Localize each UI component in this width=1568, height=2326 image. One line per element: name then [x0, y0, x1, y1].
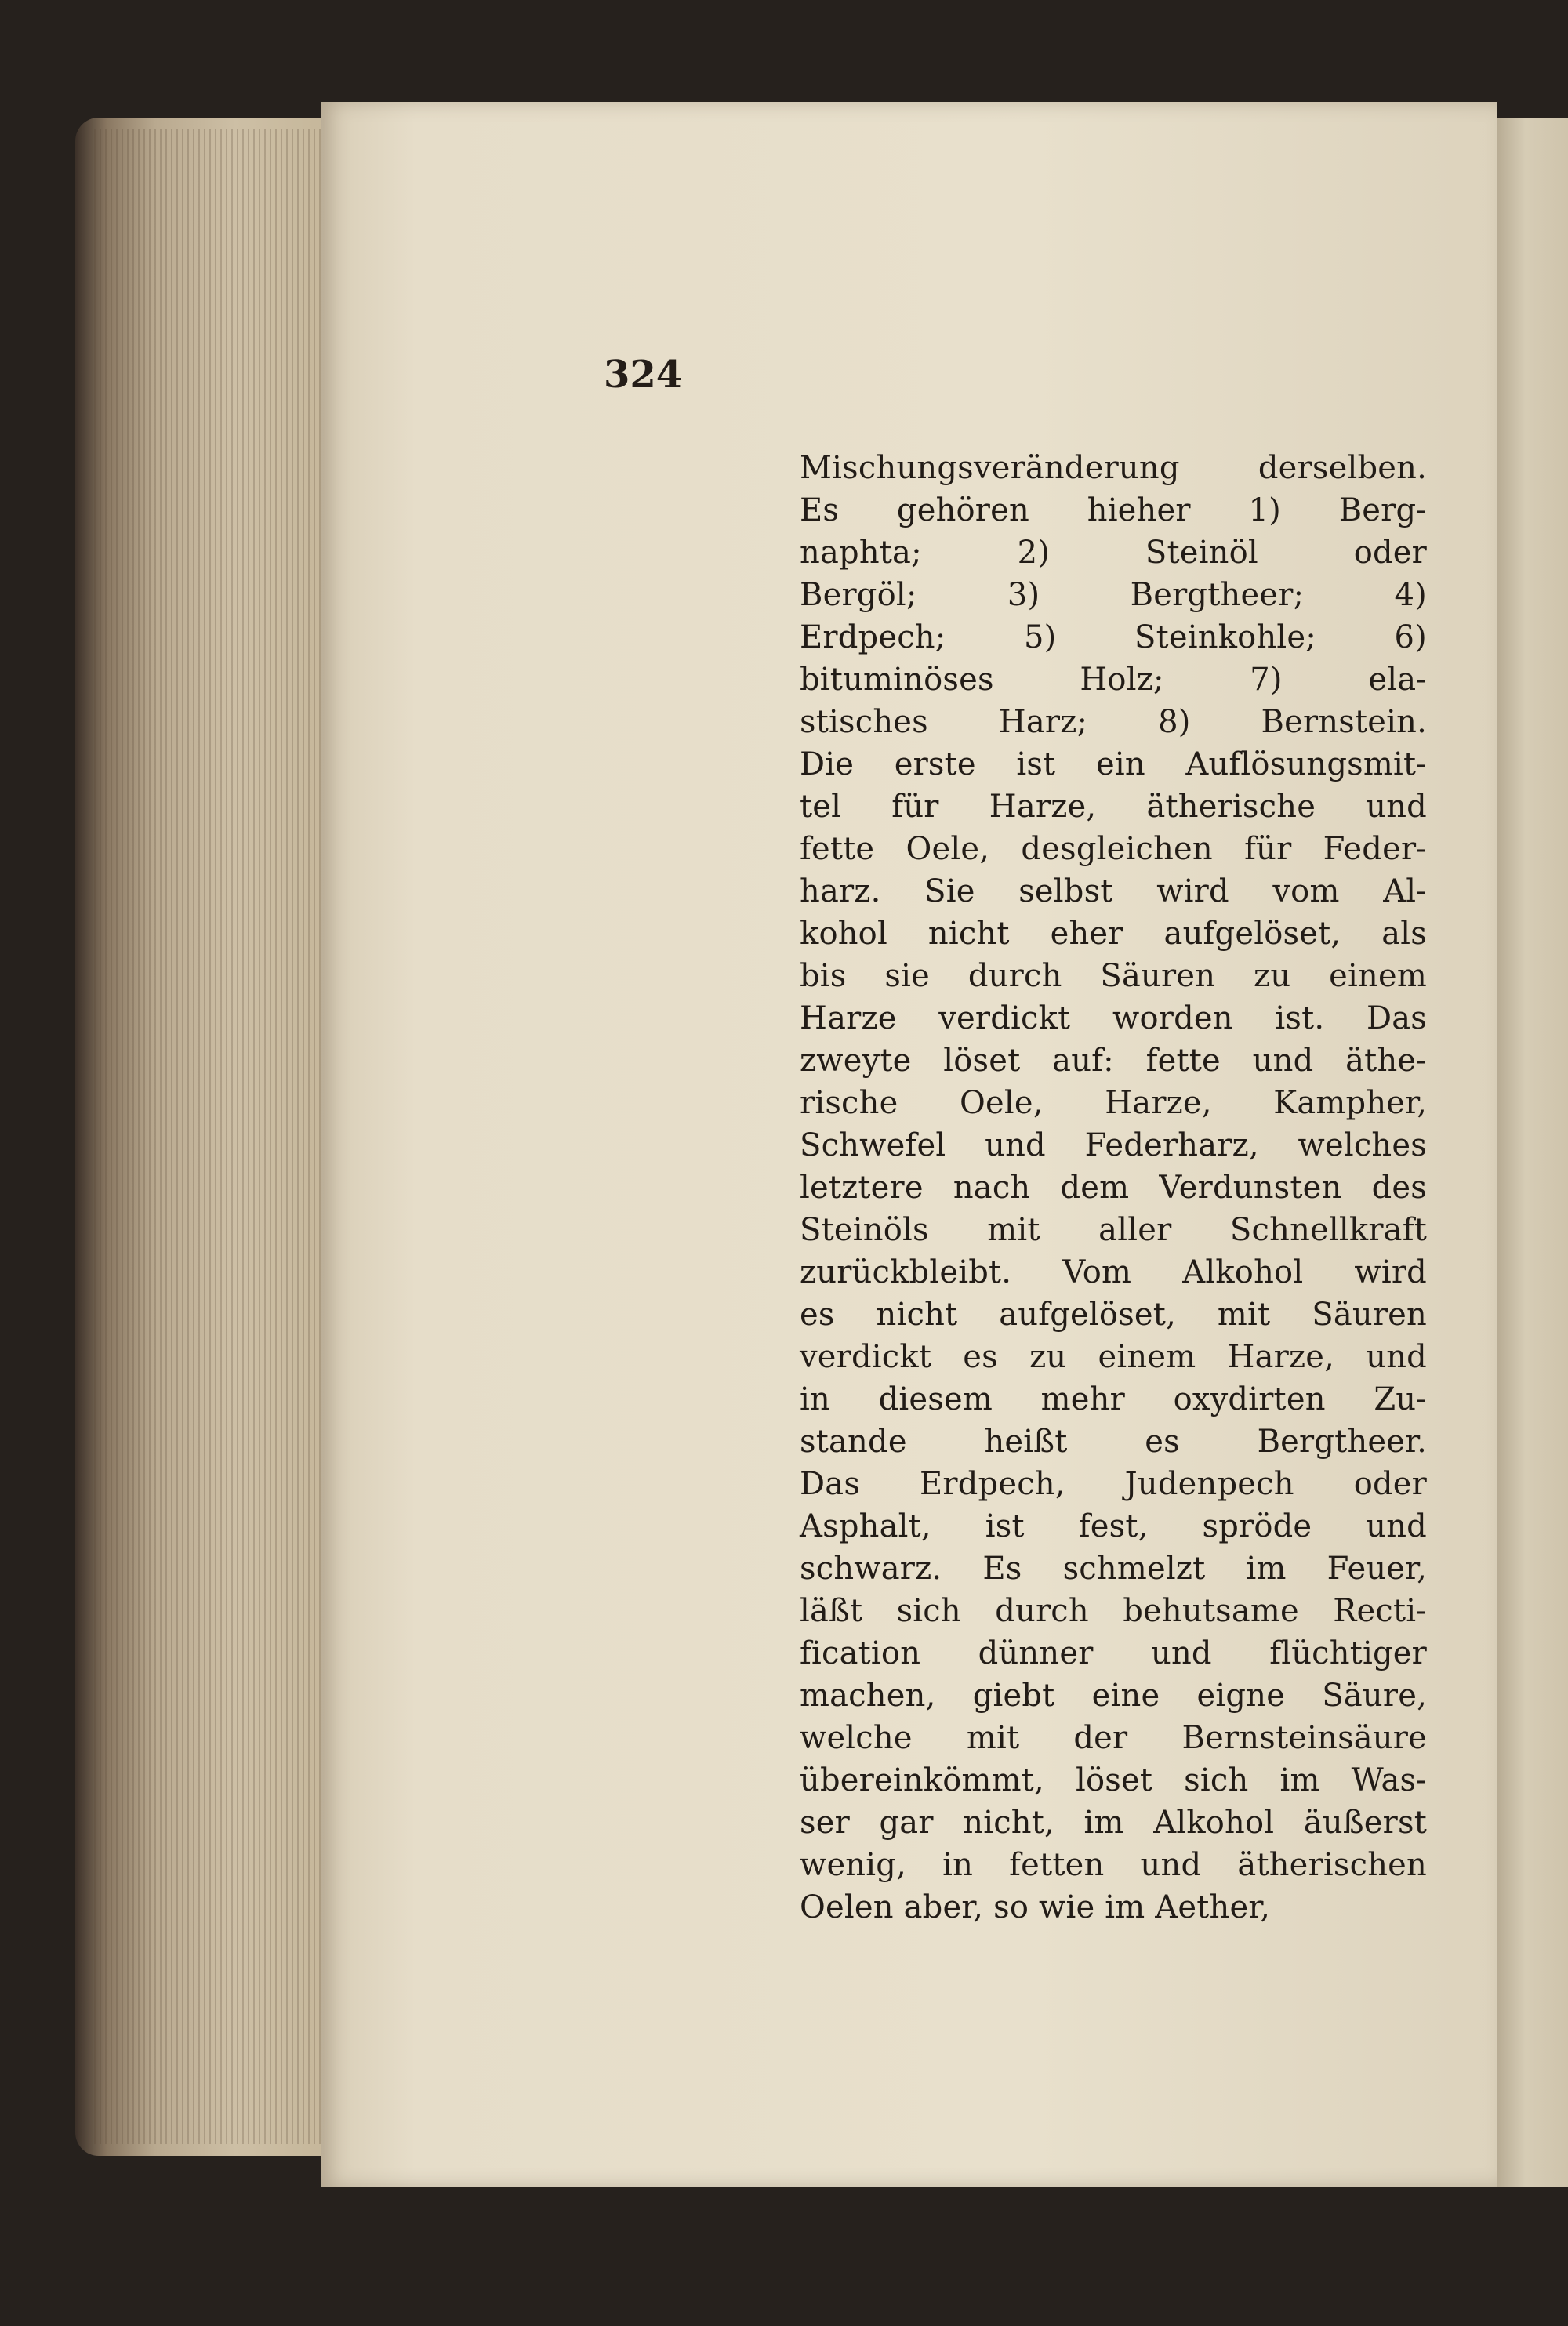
- text-line: läßt sich durch behutsame Recti-: [800, 1593, 1427, 1629]
- text-line: Es gehören hieher 1) Berg-: [800, 492, 1427, 528]
- text-line: in diesem mehr oxydirten Zu-: [800, 1381, 1427, 1417]
- text-line: Schwefel und Federharz, welches: [800, 1127, 1427, 1163]
- page-stack: [94, 129, 329, 2144]
- facing-page-edge: [1497, 118, 1568, 2187]
- text-line: fication dünner und flüchtiger: [800, 1635, 1427, 1671]
- text-line: Bergöl; 3) Bergtheer; 4): [800, 577, 1427, 613]
- text-line: bis sie durch Säuren zu einem: [800, 958, 1427, 994]
- text-line: übereinkömmt, löset sich im Was-: [800, 1762, 1427, 1798]
- text-line: Erdpech; 5) Steinkohle; 6): [800, 619, 1427, 655]
- text-line: harz. Sie selbst wird vom Al-: [800, 873, 1427, 909]
- text-line: ser gar nicht, im Alkohol äußerst: [800, 1805, 1427, 1841]
- text-line: rische Oele, Harze, Kampher,: [800, 1085, 1427, 1121]
- text-line: wenig, in fetten und ätherischen: [800, 1847, 1427, 1883]
- text-line: zurückbleibt. Vom Alkohol wird: [800, 1254, 1427, 1290]
- text-line: zweyte löset auf: fette und äthe-: [800, 1043, 1427, 1079]
- text-line: welche mit der Bernsteinsäure: [800, 1720, 1427, 1756]
- text-line: Oelen aber, so wie im Aether,: [800, 1889, 1271, 1925]
- text-line: Steinöls mit aller Schnellkraft: [800, 1212, 1427, 1248]
- body-text: [800, 447, 1427, 1929]
- text-line: Die erste ist ein Auflösungsmit-: [800, 746, 1427, 782]
- page-number: 324: [604, 353, 683, 397]
- text-line: naphta; 2) Steinöl oder: [800, 535, 1427, 571]
- text-line: stisches Harz; 8) Bernstein.: [800, 704, 1427, 740]
- text-line: machen, giebt eine eigne Säure,: [800, 1678, 1427, 1714]
- text-line: Das Erdpech, Judenpech oder: [800, 1466, 1427, 1502]
- text-line: stande heißt es Bergtheer.: [800, 1424, 1427, 1460]
- text-line: bituminöses Holz; 7) ela-: [800, 662, 1427, 698]
- text-line: Mischungsveränderung derselben.: [800, 450, 1427, 486]
- text-line: kohol nicht eher aufgelöset, als: [800, 916, 1427, 952]
- text-line: fette Oele, desgleichen für Feder-: [800, 831, 1427, 867]
- text-line: schwarz. Es schmelzt im Feuer,: [800, 1551, 1427, 1587]
- text-line: Harze verdickt worden ist. Das: [800, 1000, 1427, 1036]
- text-line: verdickt es zu einem Harze, und: [800, 1339, 1427, 1375]
- text-line: letztere nach dem Verdunsten des: [800, 1170, 1427, 1206]
- text-line: es nicht aufgelöset, mit Säuren: [800, 1297, 1427, 1333]
- text-line: tel für Harze, ätherische und: [800, 789, 1427, 825]
- text-line: Asphalt, ist fest, spröde und: [800, 1508, 1427, 1544]
